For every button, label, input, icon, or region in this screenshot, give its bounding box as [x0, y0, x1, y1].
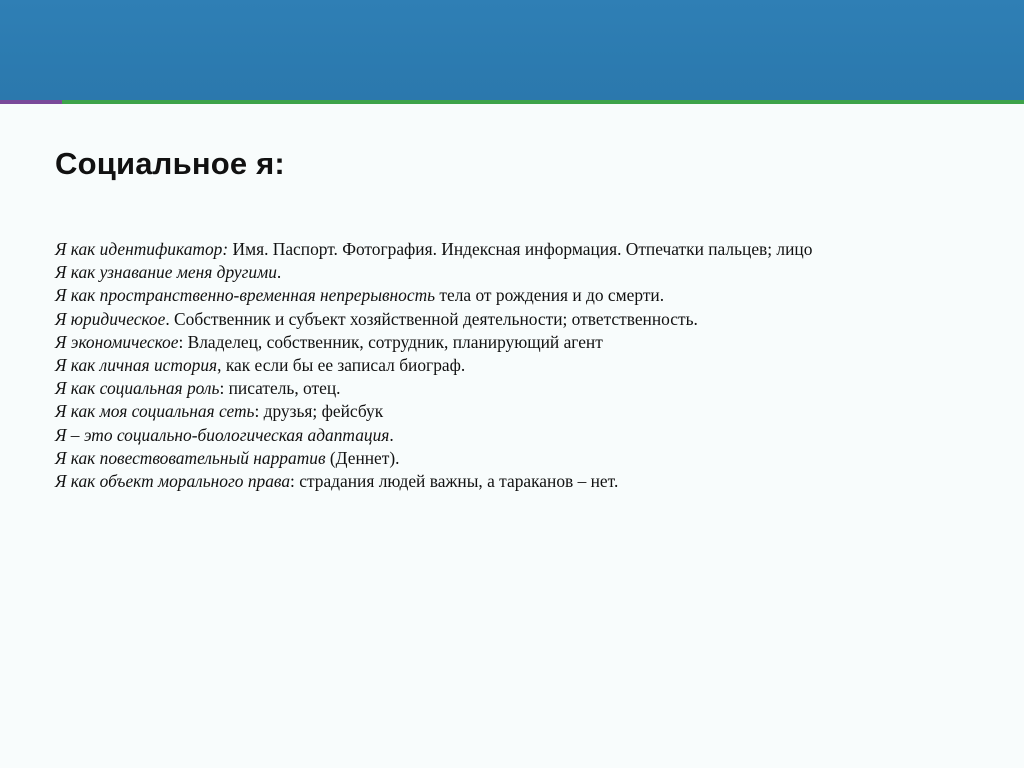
line-text: .: [276, 262, 282, 283]
body-line: [55, 447, 870, 470]
line-text: .: [389, 424, 394, 445]
line-text: (Деннет).: [325, 447, 400, 468]
line-text: тела от рождения и до смерти.: [435, 285, 665, 306]
body-line: [55, 400, 870, 423]
line-italic: Я как моя социальная сеть: [55, 401, 255, 422]
line-text: : страдания людей важны, а тараканов – нет.: [290, 471, 619, 492]
line-text: Имя. Паспорт. Фотография. Индексная информация. Отпечатки пальцев; лицо: [228, 239, 813, 259]
body-line: [55, 424, 870, 447]
line-italic: Я экономическое: [55, 331, 179, 352]
body-line: [55, 470, 870, 493]
body-line: [55, 238, 870, 261]
body-line: [55, 261, 870, 284]
line-text: . Собственник и субъект хозяйственной деятельности; ответственность.: [165, 308, 698, 329]
body-line: [55, 308, 870, 331]
header-accent-line: [0, 100, 1024, 104]
line-italic: Я как социальная роль: [55, 378, 220, 399]
line-text: : писатель, отец.: [219, 378, 341, 399]
body-line: [55, 354, 870, 377]
line-text: : друзья; фейсбук: [254, 401, 384, 422]
line-italic: Я – это социально-биологическая адаптация: [55, 424, 390, 445]
line-text: : Владелец, собственник, сотрудник, планирующий агент: [178, 331, 603, 352]
line-italic: Я как личная история: [55, 355, 218, 376]
line-text: , как если бы ее записал биограф.: [217, 355, 466, 376]
line-italic: Я как объект морального права: [55, 471, 291, 492]
header-band: [0, 0, 1024, 100]
body-line: [55, 284, 870, 307]
slide-title: Социальное я:: [55, 146, 285, 181]
body-line: [55, 331, 870, 354]
line-italic: Я как идентификатор:: [55, 239, 229, 259]
line-italic: Я как пространственно-временная непрерывность: [55, 285, 436, 306]
header-accent-marker: [0, 100, 62, 104]
body-line: [55, 377, 870, 400]
slide-body: [55, 238, 870, 493]
line-italic: Я как узнавание меня другими: [55, 262, 277, 283]
line-italic: Я как повествовательный нарратив: [55, 447, 326, 468]
line-italic: Я юридическое: [55, 308, 166, 329]
